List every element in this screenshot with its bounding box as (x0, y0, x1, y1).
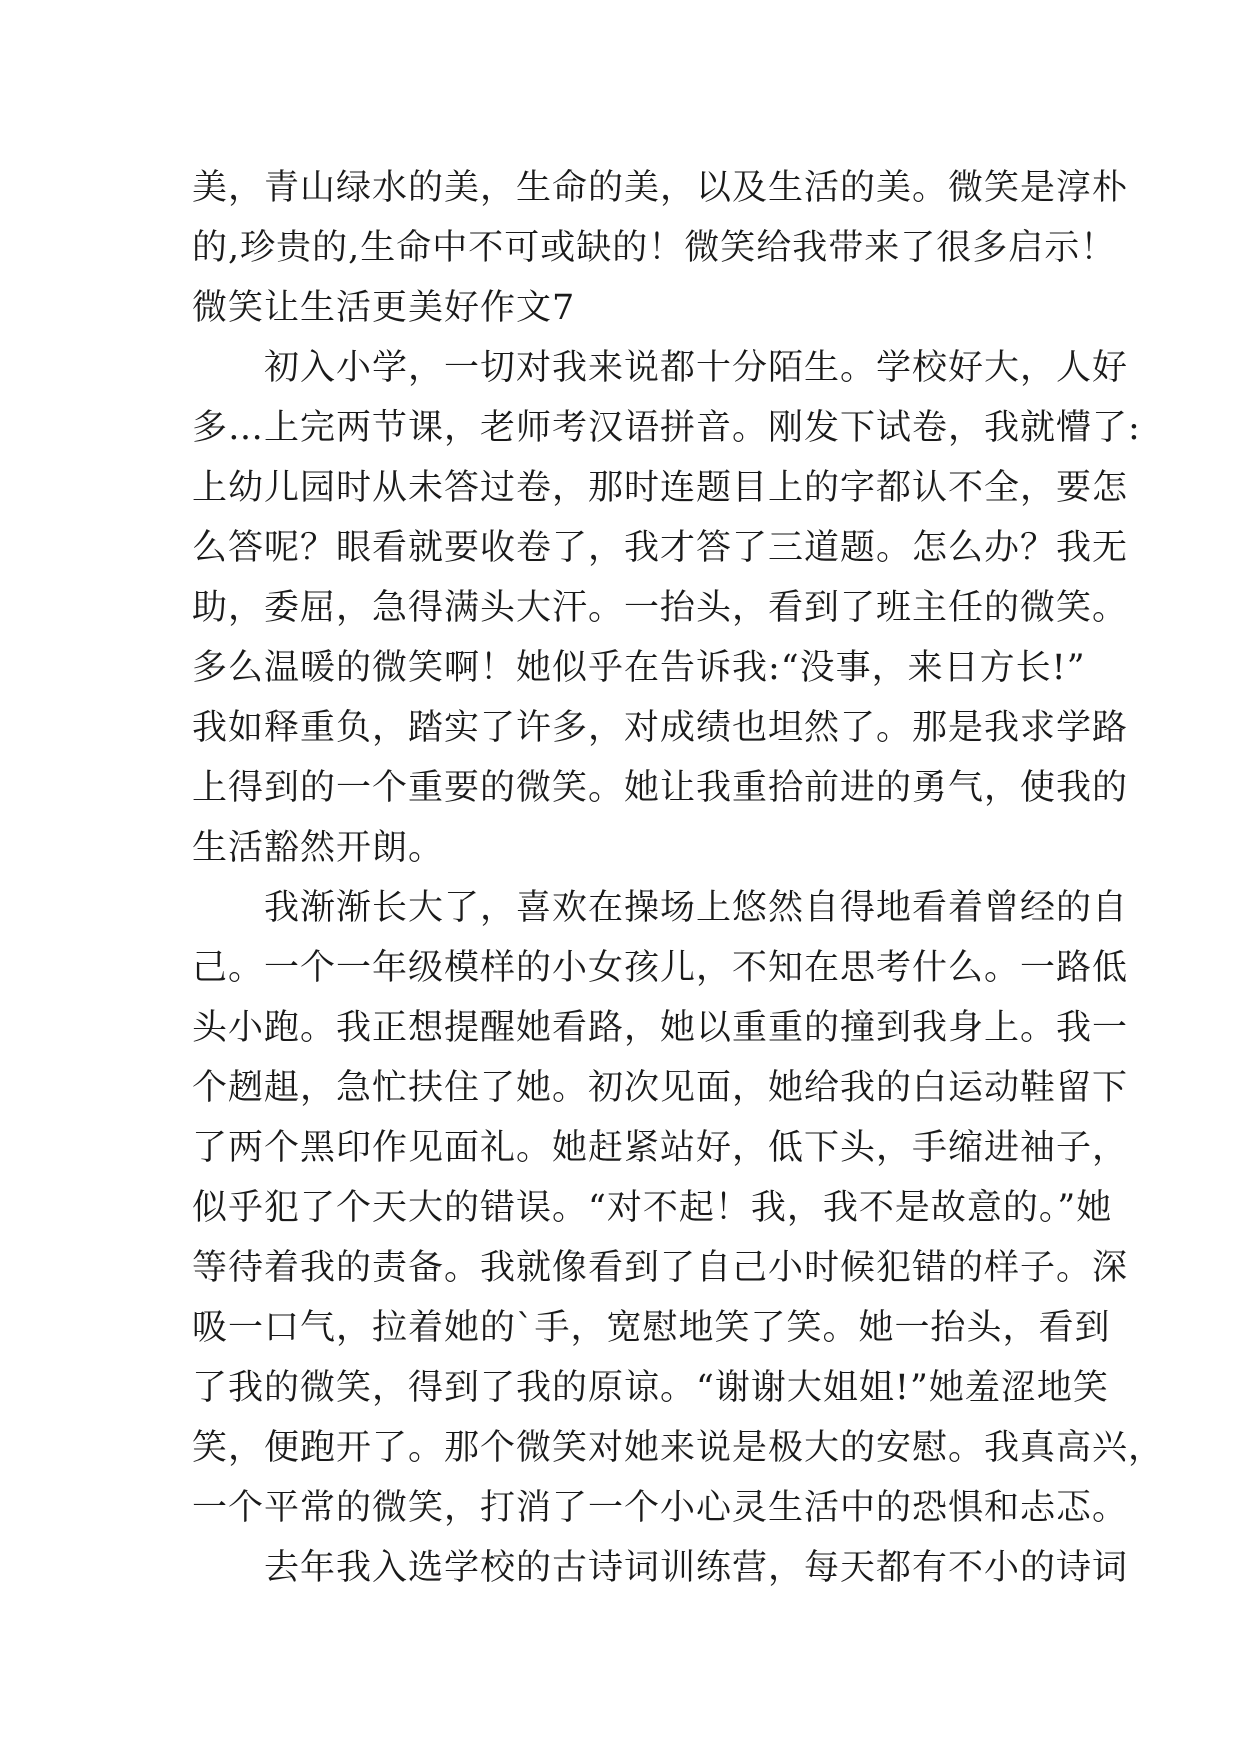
text-line: 去年我入选学校的古诗词训练营，每天都有不小的诗词 (192, 1548, 1129, 1588)
text-line: 己。一个一年级模样的小女孩儿，不知在思考什么。一路低 (192, 948, 1129, 988)
text-line: 美，青山绿水的美，生命的美，以及生活的美。微笑是淳朴 (192, 168, 1129, 208)
text-line: 了两个黑印作见面礼。她赶紧站好，低下头，手缩进袖子， (192, 1128, 1129, 1168)
text-line: 等待着我的责备。我就像看到了自己小时候犯错的样子。深 (192, 1248, 1129, 1288)
text-line: 我如释重负，踏实了许多，对成绩也坦然了。那是我求学路 (192, 708, 1129, 748)
essay-heading: 微笑让生活更美好作文7 (192, 288, 576, 328)
text-line: 助，委屈，急得满头大汗。一抬头，看到了班主任的微笑。 (192, 588, 1129, 628)
text-line: 似乎犯了个天大的错误。“对不起！我，我不是故意的。”她 (192, 1188, 1113, 1228)
text-line: 多么温暖的微笑啊！她似乎在告诉我:“没事，来日方长!” (192, 648, 1086, 688)
text-line: 生活豁然开朗。 (192, 828, 445, 868)
essay-text (192, 158, 1165, 1598)
text-line: 么答呢？眼看就要收卷了，我才答了三道题。怎么办？我无 (192, 528, 1129, 568)
text-line: 上得到的一个重要的微笑。她让我重拾前进的勇气，使我的 (192, 768, 1129, 808)
text-line: 多…上完两节课，老师考汉语拼音。刚发下试卷，我就懵了: (192, 408, 1141, 448)
text-line: 上幼儿园时从未答过卷，那时连题目上的字都认不全，要怎 (192, 468, 1129, 508)
text-line: 笑，便跑开了。那个微笑对她来说是极大的安慰。我真高兴， (192, 1428, 1165, 1468)
text-line: 的,珍贵的,生命中不可或缺的！微笑给我带来了很多启示！ (192, 228, 1117, 268)
text-line: 头小跑。我正想提醒她看路，她以重重的撞到我身上。我一 (192, 1008, 1129, 1048)
text-line: 我渐渐长大了，喜欢在操场上悠然自得地看着曾经的自 (192, 888, 1129, 928)
text-line: 个趔趄，急忙扶住了她。初次见面，她给我的白运动鞋留下 (192, 1068, 1129, 1108)
text-line: 吸一口气，拉着她的`手，宽慰地笑了笑。她一抬头，看到 (192, 1308, 1111, 1348)
text-line: 了我的微笑，得到了我的原谅。“谢谢大姐姐!”她羞涩地笑 (192, 1368, 1109, 1408)
text-line: 一个平常的微笑，打消了一个小心灵生活中的恐惧和忐忑。 (192, 1488, 1129, 1528)
text-line: 初入小学，一切对我来说都十分陌生。学校好大，人好 (192, 348, 1129, 388)
